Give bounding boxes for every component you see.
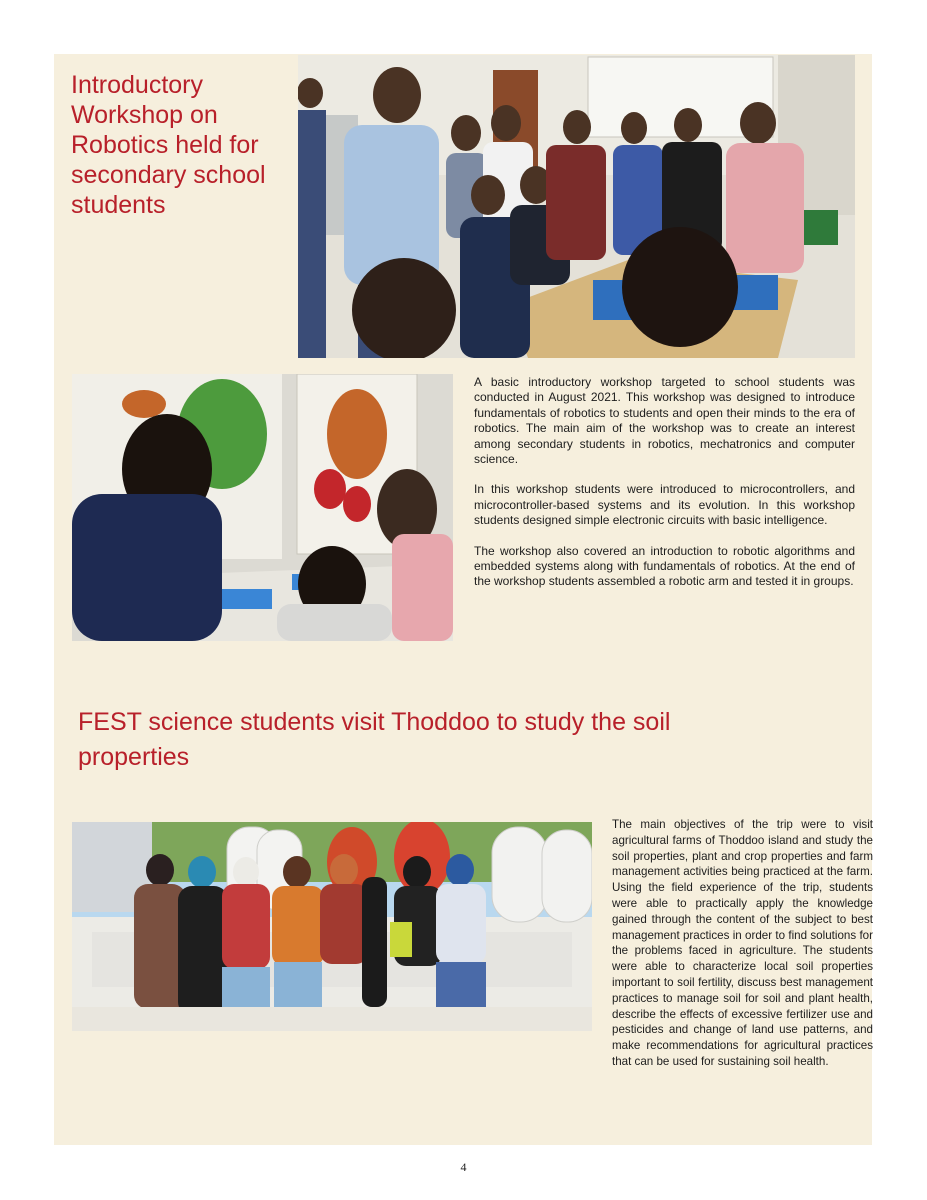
photo-robotics-group <box>298 55 855 358</box>
paragraph: A basic introductory workshop targeted to school students was conducted in August 2021. This workshop was designed to introduce fundamentals of robotics to students and open their minds to the era of robotics. The main aim of the workshop was to create an interest among secondary students in robotics, mechatronics and computer science. <box>474 375 855 467</box>
article-title-thoddoo-visit: FEST science students visit Thoddoo to study the soil properties <box>78 708 671 771</box>
article-title-robotics-workshop: Introductory Workshop on Robotics held for secondary school students <box>71 71 266 219</box>
page-number: 4 <box>460 1160 467 1174</box>
article-body-robotics <box>474 375 855 605</box>
photo-thoddoo-group <box>72 822 592 1031</box>
paragraph: In this workshop students were introduced to microcontrollers, and microcontroller-based systems and its evolution. In this workshop students designed simple electronic circuits with basic intelligence. <box>474 482 855 528</box>
photo-circuit-assembly <box>72 374 453 641</box>
paragraph: The workshop also covered an introduction to robotic algorithms and embedded systems along with fundamentals of robotics. At the end of the workshop students assembled a robotic arm and tested it in groups. <box>474 543 855 589</box>
article-body-thoddoo: The main objectives of the trip were to visit agricultural farms of Thoddoo island and study the soil properties, plant and crop properties and farm management activities being practiced at the farm. Using the field experience of the trip, students were able to practically apply the knowledge gained through the content of the subject to best management practices in order to find solutions for the problems faced in agriculture. The students were able to characterize local soil properties important to soil fertility, discuss best management practices to manage soil for soil and plant health, describe the effects of excessive fertilizer use and pesticides and change of land use patterns, and make recommendations for agricultural practices that can be used for sustaining soil health. <box>612 818 873 1068</box>
